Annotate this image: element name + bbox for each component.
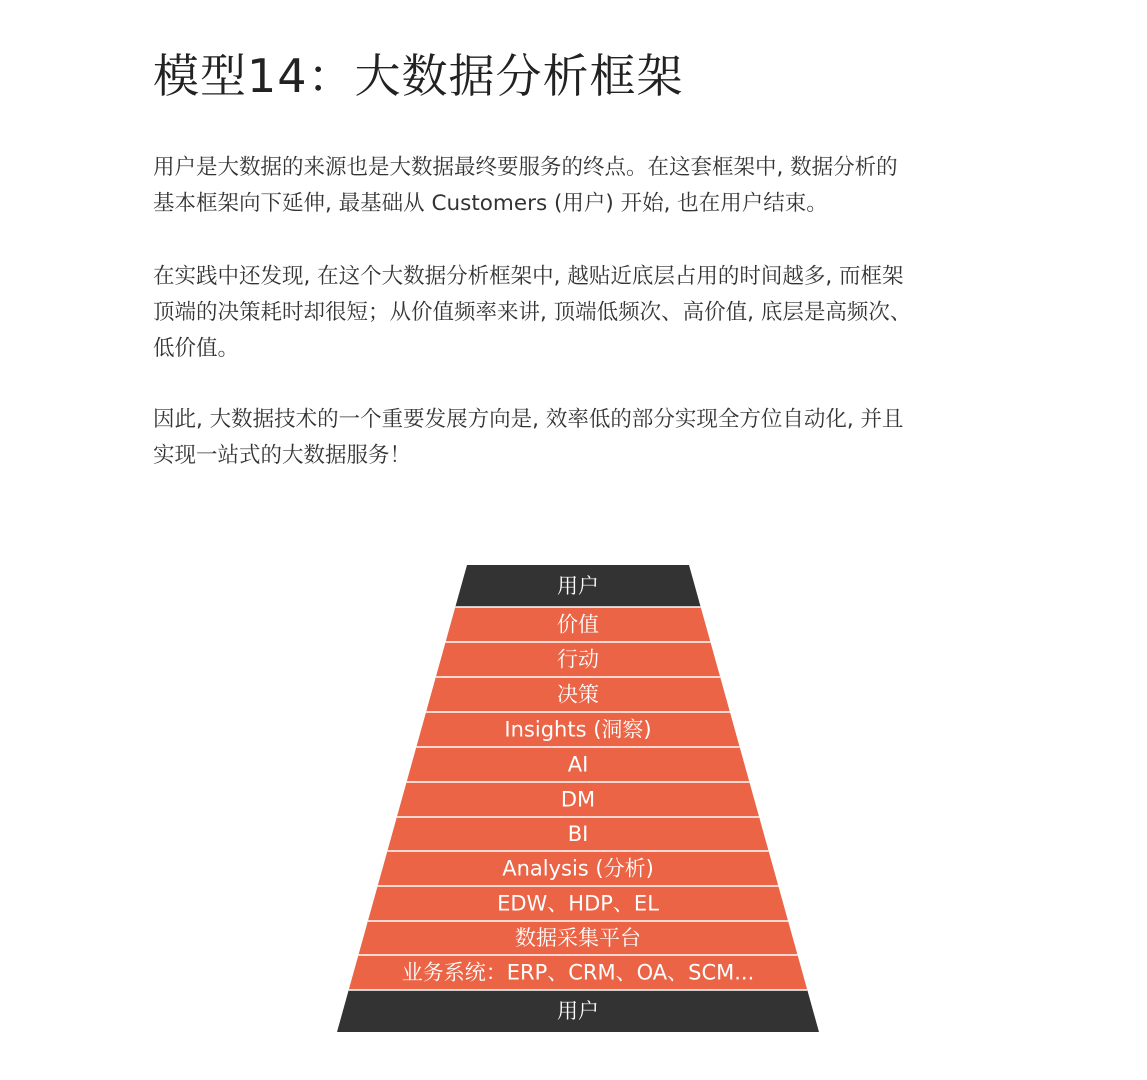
pyramid-layer-label: Insights (洞察) (504, 717, 652, 742)
paragraph-line: 在实践中还发现, 在这个大数据分析框架中, 越贴近底层占用的时间越多, 而框架 (153, 264, 904, 289)
pyramid-layer-label: EDW、HDP、EL (497, 891, 659, 916)
paragraph-line: 因此, 大数据技术的一个重要发展方向是, 效率低的部分实现全方位自动化, 并且 (153, 407, 904, 432)
pyramid-layer-label: DM (560, 787, 596, 812)
pyramid-layer-label: BI (567, 822, 589, 846)
pyramid-layer-label: 用户 (557, 574, 599, 598)
paragraph-line: 顶端的决策耗时却很短；从价值频率来讲, 顶端低频次、高价值, 底层是高频次、 (153, 300, 912, 325)
pyramid-layer-label: 用户 (557, 999, 599, 1023)
paragraph-line: 用户是大数据的来源也是大数据最终要服务的终点。在这套框架中, 数据分析的 (153, 155, 898, 180)
pyramid-layer-label: Analysis (分析) (502, 856, 654, 881)
paragraph-line: 实现一站式的大数据服务！ (153, 443, 412, 468)
paragraph-line: 基本框架向下延伸, 最基础从 Customers (用户) 开始, 也在用户结束。 (153, 191, 828, 216)
paragraph-line: 低价值。 (153, 336, 240, 361)
pyramid-layer-label: 行动 (557, 647, 599, 672)
page-title: 模型14：大数据分析框架 (153, 49, 684, 103)
pyramid-layer-label: 决策 (557, 682, 599, 707)
pyramid-layer-label: AI (567, 752, 589, 777)
pyramid-layer-label: 数据采集平台 (515, 926, 641, 950)
pyramid-layer-label: 业务系统：ERP、CRM、OA、SCM... (401, 960, 755, 985)
pyramid-layer-label: 价值 (557, 612, 599, 637)
